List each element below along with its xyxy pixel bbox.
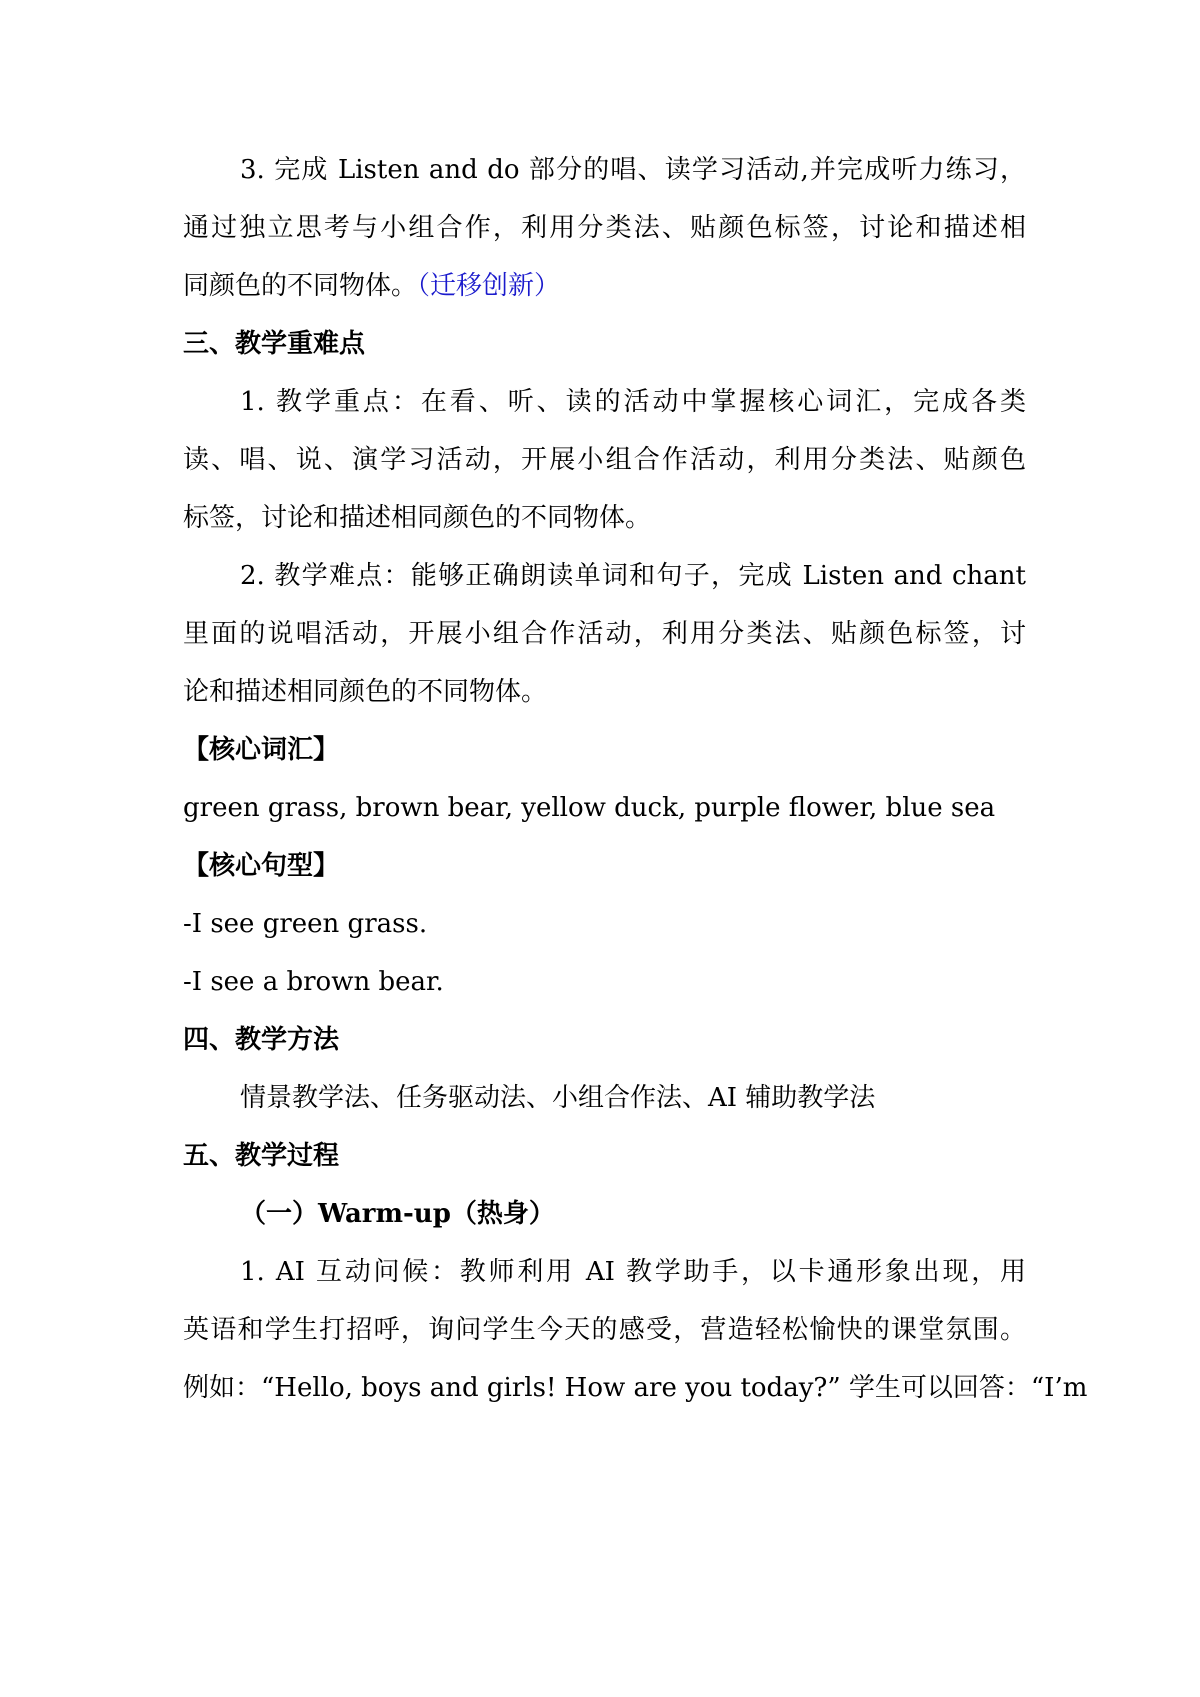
section5-heading: 五、教学过程 bbox=[183, 1141, 340, 1171]
warmup-para-line-1: 1. AI 互动问候：教师利用 AI 教学助手，以卡通形象出现，用 bbox=[240, 1257, 1026, 1287]
key-points-line-3: 标签，讨论和描述相同颜色的不同物体。 bbox=[183, 503, 652, 533]
warmup-para-line-3: 例如：“Hello, boys and girls! How are you today?” 学生可以回答：“I’m bbox=[183, 1373, 1088, 1403]
sentence-item-2: -I see a brown bear. bbox=[183, 967, 444, 997]
sentences-heading: 【核心句型】 bbox=[183, 851, 340, 881]
goal3-line-1: 3. 完成 Listen and do 部分的唱、读学习活动,并完成听力练习， bbox=[240, 155, 1026, 185]
key-points-line-2: 读、唱、说、演学习活动，开展小组合作活动，利用分类法、贴颜色 bbox=[183, 445, 1026, 475]
section3-heading: 三、教学重难点 bbox=[183, 329, 366, 359]
goal3-line-3 bbox=[183, 266, 560, 306]
key-points-line-1: 1. 教学重点：在看、听、读的活动中掌握核心词汇，完成各类 bbox=[240, 387, 1026, 417]
warmup-para-line-2: 英语和学生打招呼，询问学生今天的感受，营造轻松愉快的课堂氛围。 bbox=[183, 1315, 1026, 1345]
teaching-methods: 情景教学法、任务驱动法、小组合作法、AI 辅助教学法 bbox=[240, 1083, 876, 1113]
vocab-heading: 【核心词汇】 bbox=[183, 735, 340, 765]
goal3-highlight-label: （迁移创新） bbox=[417, 271, 561, 301]
goal3-line-3-text: 同颜色的不同物体。 bbox=[183, 271, 418, 301]
section4-heading: 四、教学方法 bbox=[183, 1025, 340, 1055]
difficulties-line-2: 里面的说唱活动，开展小组合作活动，利用分类法、贴颜色标签，讨 bbox=[183, 619, 1026, 649]
warmup-subheading: （一）Warm-up（热身） bbox=[240, 1199, 555, 1229]
sentence-item-1: -I see green grass. bbox=[183, 909, 428, 939]
goal3-line-2: 通过独立思考与小组合作，利用分类法、贴颜色标签，讨论和描述相 bbox=[183, 213, 1026, 243]
vocab-words: green grass, brown bear, yellow duck, purple flower, blue sea bbox=[183, 793, 996, 823]
difficulties-line-1: 2. 教学难点：能够正确朗读单词和句子，完成 Listen and chant bbox=[240, 561, 1026, 591]
difficulties-line-3: 论和描述相同颜色的不同物体。 bbox=[183, 677, 548, 707]
